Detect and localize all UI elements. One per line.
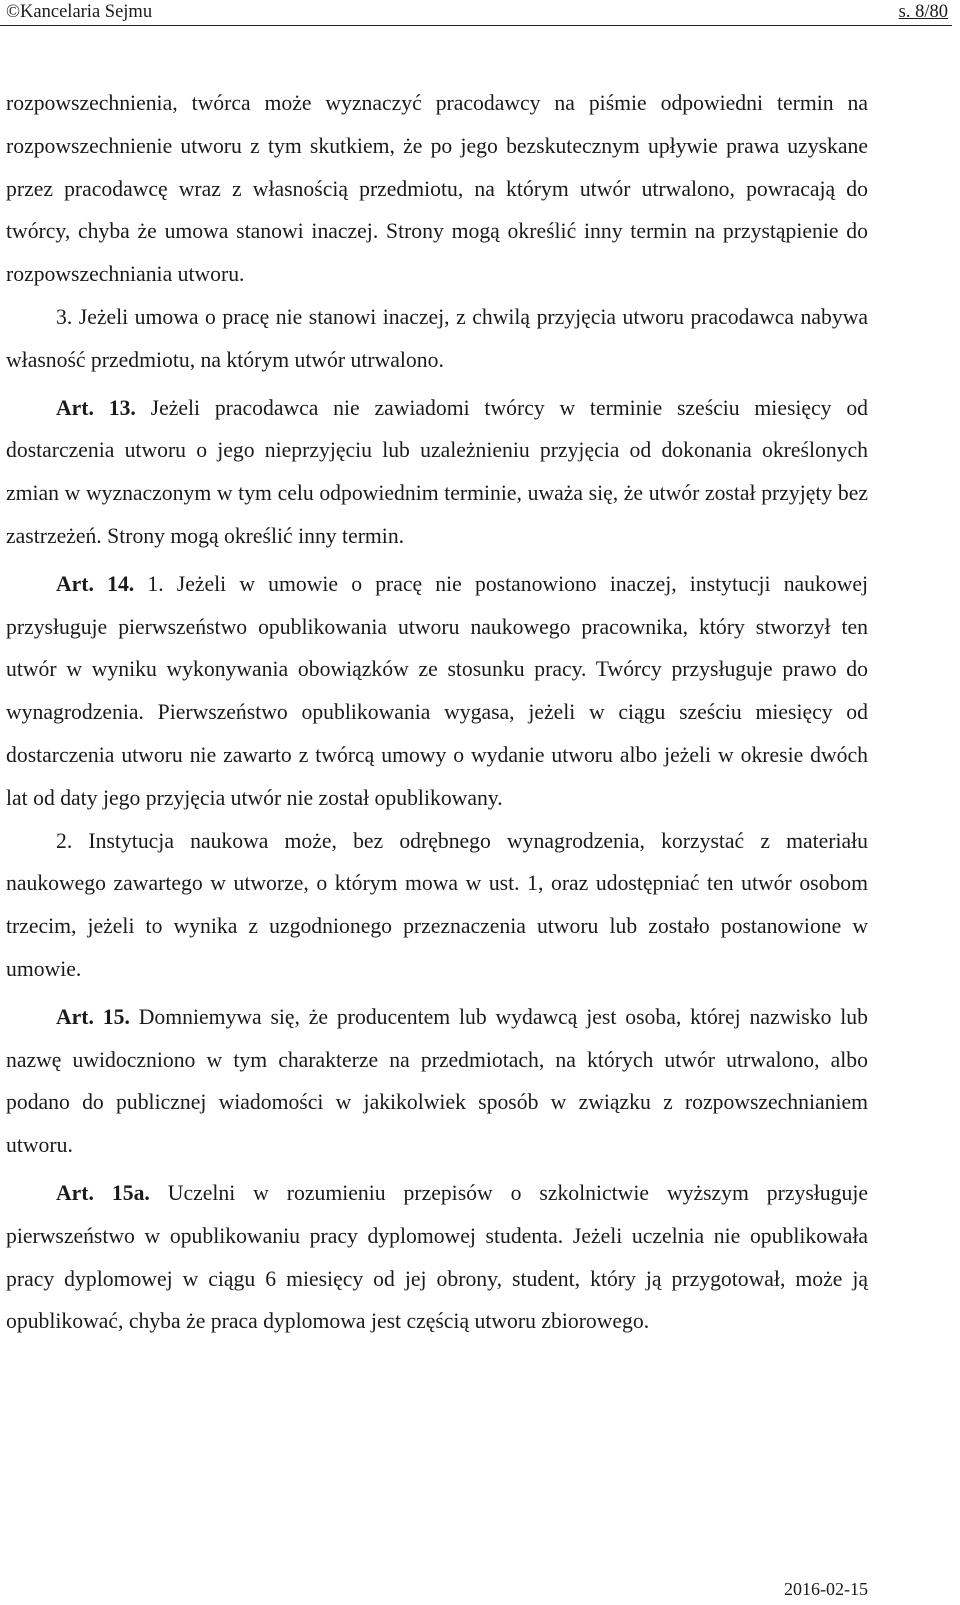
article-13: [6, 387, 868, 558]
paragraph-text: 2. Instytucja naukowa może, bez odrębnego wynagrodzenia, korzystać z materiału naukowego zawartego w utworze, o którym mowa w ust. 1, oraz udostępniać ten utwór osobom trzecim, jeżeli to wynika z uzgodnionego przeznaczenia utworu lub zostało postanowione w umowie.: [6, 828, 868, 981]
footer-date: 2016-02-15: [784, 1579, 868, 1599]
paragraph-text: Jeżeli pracodawca nie zawiadomi twórcy w terminie sześciu miesięcy od dostarczenia utworu o jego nieprzyjęciu lub uzależnieniu przyjęcia od dokonania określonych zmian w wyznaczonym w tym celu odpowiednim terminie, uważa się, że utwór został przyjęty bez zastrzeżeń. Strony mogą określić inny termin.: [6, 395, 869, 548]
paragraph-text: 1. Jeżeli w umowie o pracę nie postanowiono inaczej, instytucji naukowej przysługuje pierwszeństwo opublikowania utworu naukowego pracownika, który stworzył ten utwór w wyniku wykonywania obowiązków ze stosunku pracy. Twórcy przysługuje prawo do wynagrodzenia. Pierwszeństwo opublikowania wygasa, jeżeli w ciągu sześciu miesięcy od dostarczenia utworu nie zawarto z twórcą umowy o wydanie utworu albo jeżeli w okresie dwóch lat od daty jego przyjęcia utwór nie został opublikowany.: [6, 571, 869, 810]
document-body: [6, 82, 868, 1343]
paragraph-text: rozpowszechnienia, twórca może wyznaczyć pracodawcy na piśmie odpowiedni termin na rozpowszechnienie utworu z tym skutkiem, że po jego bezskutecznym upływie prawa uzyskane przez pracodawcę wraz z własnością przedmiotu, na którym utwór utrwalono, powracają do twórcy, chyba że umowa stanowi inaczej. Strony mogą określić inny termin na przystąpienie do rozpowszechniania utworu.: [6, 91, 868, 287]
paragraph-text: Domniemywa się, że producentem lub wydawcą jest osoba, której nazwisko lub nazwę uwidoczniono w tym charakterze na przedmiotach, na których utwór utrwalono, albo podano do publicznej wiadomości w jakikolwiek sposób w związku z rozpowszechnianiem utworu.: [6, 1004, 868, 1158]
article-15a: [6, 1172, 868, 1343]
paragraph-text: Uczelni w rozumieniu przepisów o szkolnictwie wyższym przysługuje pierwszeństwo w opublikowaniu pracy dyplomowej studenta. Jeżeli uczelnia nie opublikowała pracy dyplomowej w ciągu 6 miesięcy od jej obrony, student, który ją przygotował, może ją opublikować, chyba że praca dyplomowa jest częścią utworu zbiorowego.: [6, 1180, 868, 1334]
article-label: Art. 14.: [56, 571, 135, 596]
article-label: Art. 13.: [56, 395, 136, 420]
paragraph-continuation: [6, 82, 868, 296]
article-14: [6, 563, 868, 820]
article-label: Art. 15a.: [56, 1180, 150, 1205]
page-header: [0, 0, 952, 26]
page-number: s. 8/80: [898, 2, 948, 22]
paragraph-text: 3. Jeżeli umowa o pracę nie stanowi inaczej, z chwilą przyjęcia utworu pracodawca nabywa własność przedmiotu, na którym utwór utrwalono.: [6, 304, 868, 372]
source-label: ©Kancelaria Sejmu: [6, 2, 153, 22]
article-15: [6, 996, 868, 1167]
paragraph-art12-ust3: [6, 296, 868, 382]
article-label: Art. 15.: [56, 1004, 130, 1029]
paragraph-art14-ust2: [6, 820, 868, 991]
